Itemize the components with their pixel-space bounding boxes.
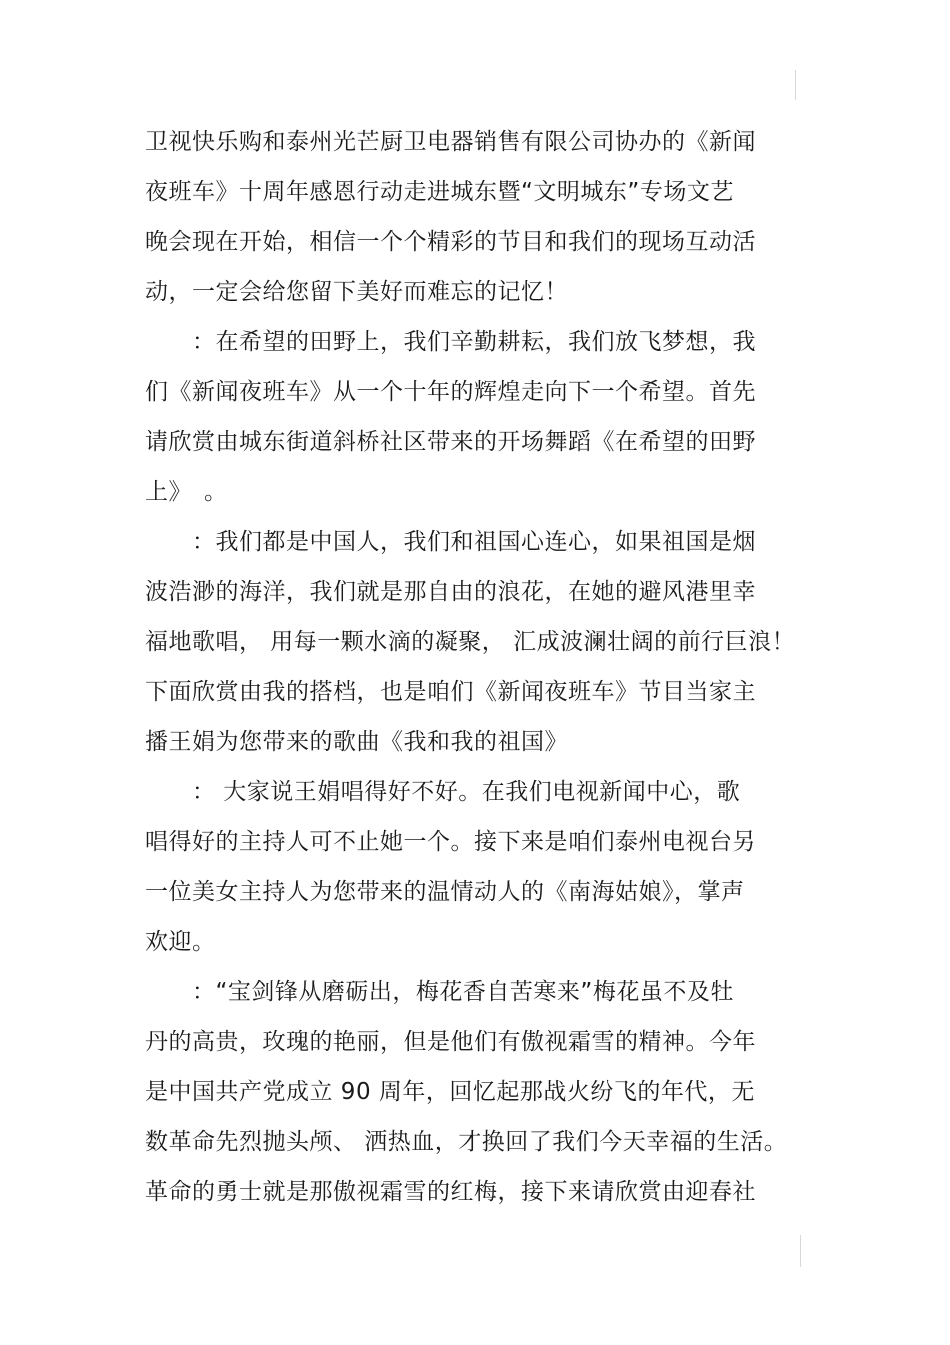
text-line: 一位美女主持人为您带来的温情动人的《南海姑娘》，掌声 xyxy=(145,879,745,905)
text-line: 数革命先烈抛头颅、 洒热血，才换回了我们今天幸福的生活。 xyxy=(145,1129,788,1155)
text-line: 丹的高贵，玫瑰的艳丽，但是他们有傲视霜雪的精神。今年 xyxy=(145,1029,756,1055)
text-line: ：我们都是中国人，我们和祖国心连心，如果祖国是烟 xyxy=(145,529,756,555)
text-line: 福地歌唱， 用每一颗水滴的凝聚， 汇成波澜壮阔的前行巨浪！ xyxy=(145,629,796,655)
text-line: 革命的勇士就是那傲视霜雪的红梅，接下来请欣赏由迎春社 xyxy=(145,1179,756,1205)
text-line: ：“宝剑锋从磨砺出，梅花香自苦寒来”梅花虽不及牡 xyxy=(145,979,734,1005)
text-line: 动，一定会给您留下美好而难忘的记忆！ xyxy=(145,279,568,305)
text-line: 们《新闻夜班车》从一个十年的辉煌走向下一个希望。首先 xyxy=(145,379,756,405)
text-line: ：在希望的田野上，我们辛勤耕耘，我们放飞梦想，我 xyxy=(145,329,756,355)
page-corner-mark-top xyxy=(795,70,796,100)
text-line: 欢迎。 xyxy=(145,929,216,955)
text-line: 夜班车》十周年感恩行动走进城东暨“文明城东”专场文艺 xyxy=(145,179,734,205)
text-line: 下面欣赏由我的搭档，也是咱们《新闻夜班车》节目当家主 xyxy=(145,679,756,705)
text-line: 卫视快乐购和泰州光芒厨卫电器销售有限公司协办的《新闻 xyxy=(145,129,756,155)
text-line: ： 大家说王娟唱得好不好。在我们电视新闻中心，歌 xyxy=(145,779,741,805)
text-line: 波浩渺的海洋，我们就是那自由的浪花，在她的避风港里幸 xyxy=(145,579,756,605)
page-corner-mark-bottom xyxy=(800,1235,801,1267)
text-line: 播王娟为您带来的歌曲《我和我的祖国》 xyxy=(145,729,568,755)
text-line: 上》 。 xyxy=(145,479,228,505)
text-line: 唱得好的主持人可不止她一个。接下来是咱们泰州电视台另 xyxy=(145,829,756,855)
text-line: 请欣赏由城东街道斜桥社区带来的开场舞蹈《在希望的田野 xyxy=(145,429,756,455)
text-line: 是中国共产党成立 90 周年，回忆起那战火纷飞的年代，无 xyxy=(145,1079,755,1105)
text-line: 晚会现在开始，相信一个个精彩的节目和我们的现场互动活 xyxy=(145,229,756,255)
